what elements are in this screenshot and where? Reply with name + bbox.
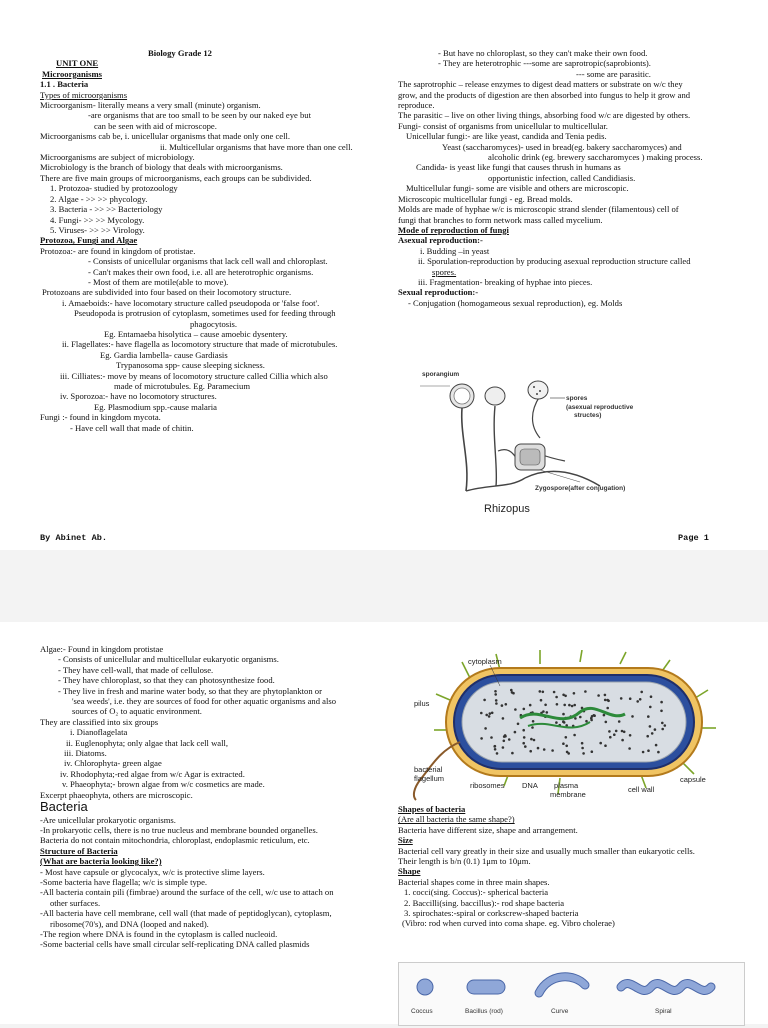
text-line: iii. Cilliates:- move by means of locomotory structure called Cillia which also bbox=[60, 370, 328, 381]
spores-label: spores bbox=[566, 395, 588, 402]
ribosome-dot bbox=[542, 691, 545, 694]
text-line: Protozoans are subdivided into four based on their locomotory structure. bbox=[42, 287, 292, 298]
ribosome-dot bbox=[551, 749, 554, 752]
ribosome-dot bbox=[640, 691, 643, 694]
text-line: reproduce. bbox=[398, 100, 435, 111]
ribosome-dot bbox=[543, 748, 546, 751]
text-line: Algae:- Found in kingdom protistae bbox=[40, 644, 164, 654]
ribosome-dot bbox=[605, 721, 608, 724]
capsule-label: capsule bbox=[680, 775, 706, 784]
ribosome-dot bbox=[579, 716, 582, 719]
text-line: Eg. Entamaeba hisolytica – cause amoebic dysentery. bbox=[104, 328, 288, 339]
text-line: - Have cell wall that made of chitin. bbox=[70, 422, 194, 433]
ribosome-dot bbox=[522, 742, 525, 745]
text-line: Molds are made of hyphae w/c is microscopic strand slender (filamentous) cell of bbox=[398, 204, 679, 215]
ribosome-dot bbox=[511, 691, 514, 694]
ribosome-dot bbox=[657, 751, 660, 754]
ribosome-dot bbox=[555, 696, 558, 699]
ribosome-dot bbox=[488, 715, 491, 718]
ribosome-dot bbox=[597, 694, 600, 697]
ribosome-dot bbox=[607, 700, 610, 703]
ribosome-dot bbox=[621, 730, 624, 733]
text-line: -Some bacteria have flagella; w/c is simple type. bbox=[40, 876, 208, 887]
ribosome-dot bbox=[649, 706, 652, 709]
ribosome-dot bbox=[585, 720, 588, 723]
zygospore-label: Zygospore(after conjugation) bbox=[535, 485, 626, 492]
text-line: Pseudopoda is protrusion of cytoplasm, sometimes used for feeding through bbox=[74, 308, 336, 319]
ribosome-dot bbox=[542, 710, 545, 713]
ribosome-dot bbox=[660, 701, 663, 704]
text-line: -All bacteria have cell membrane, cell wall (that made of peptidoglycan), cytoplasm, bbox=[40, 908, 332, 919]
pilus-label: pilus bbox=[414, 699, 430, 708]
ribosome-dot bbox=[562, 713, 565, 716]
ribosome-dot bbox=[646, 735, 649, 738]
ribosome-dot bbox=[494, 748, 497, 751]
ribosome-dot bbox=[553, 691, 556, 694]
ribosome-dot bbox=[496, 752, 499, 755]
text-line: - They have chloroplast, so that they can photosynthesize food. bbox=[58, 675, 275, 686]
ribosome-dot bbox=[532, 720, 535, 723]
text-line: Eg. Gardia lambella- cause Gardiasis bbox=[100, 349, 228, 360]
text-line: Microorganism- literally means a very small (minute) organism. bbox=[40, 100, 261, 111]
text-line: Bacteria have different size, shape and arrangement. bbox=[398, 824, 578, 835]
text-line: Bacterial cell vary greatly in their size and usually much smaller than eukaryotic cells. bbox=[398, 845, 695, 856]
ribosome-dot bbox=[562, 694, 565, 697]
text-line: i. Dianoflagelata bbox=[70, 727, 128, 738]
ribosome-dot bbox=[480, 737, 483, 740]
ribosome-dot bbox=[608, 730, 611, 733]
ribosome-dot bbox=[649, 725, 652, 728]
text-line: (What are bacteria looking like?) bbox=[40, 856, 162, 867]
ribosome-dot bbox=[484, 727, 487, 730]
text-line: -Some bacterial cells have small circular self-replicating DNA called plasmids bbox=[40, 939, 310, 950]
text-line: Protozoa, Fungi and Algae bbox=[40, 235, 138, 246]
ribosome-dot bbox=[531, 726, 534, 729]
ribosome-dot bbox=[546, 711, 549, 714]
text-line: iii. Fragmentation- breaking of hyphae into pieces. bbox=[418, 276, 593, 287]
text-line: There are five main groups of microorganisms, each groups can be subdivided. bbox=[40, 172, 312, 183]
ribosome-dot bbox=[609, 736, 612, 739]
ribosome-dot bbox=[629, 697, 632, 700]
ribosome-dot bbox=[504, 734, 507, 737]
ribosome-dot bbox=[584, 690, 587, 693]
shape-label-curve: Curve bbox=[551, 1008, 569, 1015]
text-line: - They have cell-wall, that made of cellulose. bbox=[58, 664, 214, 675]
ribosome-dot bbox=[613, 733, 616, 736]
ribosome-dot bbox=[647, 749, 650, 752]
text-line: ii. Sporulation-reproduction by producing asexual reproduction structure called bbox=[418, 256, 691, 267]
ribosome-dot bbox=[582, 752, 585, 755]
text-line: alcoholic drink (eg. brewery saccharomyces ) making process. bbox=[488, 152, 703, 163]
text-line: 5. Viruses- >> >> Virology. bbox=[50, 224, 145, 235]
text-line: Shapes of bacteria bbox=[398, 804, 466, 814]
text-line: - They are heterotrophic ---some are saprotropic(saprobionts). bbox=[438, 58, 651, 69]
ribosome-dot bbox=[503, 740, 506, 743]
text-line: 1. cocci(sing. Coccus):- spherical bacteria bbox=[404, 887, 549, 898]
ribosome-dot bbox=[604, 699, 607, 702]
text-line: opportunistic infection, called Candidiasis. bbox=[488, 172, 636, 183]
ribosome-dot bbox=[651, 732, 654, 735]
ribosome-dot bbox=[603, 714, 606, 717]
ribosome-dot bbox=[523, 736, 526, 739]
ribosome-dot bbox=[647, 715, 650, 718]
text-line: Microbiology is the branch of biology that deals with microorganisms. bbox=[40, 162, 283, 173]
text-line: fungi that branches to form network mass called mycelium. bbox=[398, 214, 603, 225]
ribosome-dot bbox=[491, 712, 494, 715]
text-line: can be seen with aid of microscope. bbox=[94, 120, 217, 131]
ribosome-dot bbox=[636, 700, 639, 703]
text-line: grow, and the products of digestion are then absorbed into fungus to help it grow and bbox=[398, 89, 691, 100]
ribosome-dot bbox=[489, 712, 492, 715]
text-line: phagocytosis. bbox=[190, 318, 238, 329]
ribosome-dot bbox=[650, 695, 653, 698]
text-line: made of microtubules. Eg. Paramecium bbox=[114, 381, 251, 391]
page2-right-column bbox=[398, 804, 743, 929]
ribosome-dot bbox=[495, 702, 498, 705]
ribosome-dot bbox=[618, 720, 621, 723]
ribosome-dot bbox=[655, 744, 658, 747]
text-line: 'sea weeds', i.e. they are sources of food for other aquatic organisms and also bbox=[72, 696, 337, 707]
ribosome-dot bbox=[581, 742, 584, 745]
ribosome-dot bbox=[615, 730, 618, 733]
ribosome-dot bbox=[590, 719, 593, 722]
ribosome-dot bbox=[593, 714, 596, 717]
plasma-membrane-label-2: membrane bbox=[550, 790, 586, 799]
text-line: Asexual reproduction:- bbox=[398, 235, 483, 246]
text-line: - Can't makes their own food, i.e. all are heterotrophic organisms. bbox=[88, 266, 314, 277]
ribosome-dot bbox=[567, 752, 570, 755]
ribosome-dot bbox=[563, 704, 566, 707]
ribosome-dot bbox=[591, 750, 594, 753]
ribosome-dot bbox=[568, 704, 571, 707]
ribosome-dot bbox=[501, 704, 504, 707]
text-line: 2. Baccilli(sing. baccillus):- rod shape bacteria bbox=[404, 897, 565, 908]
text-line: Yeast (saccharomyces)- used in bread(eg. bakery saccharomyces) and bbox=[442, 141, 682, 152]
text-line: Mode of reproduction of fungi bbox=[398, 224, 509, 235]
ribosome-dot bbox=[661, 728, 664, 731]
shape-label-bacillus: Bacillus (rod) bbox=[465, 1008, 503, 1015]
text-line: Biology Grade 12 bbox=[148, 48, 212, 58]
text-line: -In prokaryotic cells, there is no true nucleus and membrane bounded organelles. bbox=[40, 824, 318, 835]
text-line: Size bbox=[398, 835, 413, 846]
text-line: sources of O₂ to aquatic environment. bbox=[72, 706, 202, 717]
ribosome-dot bbox=[556, 703, 559, 706]
text-line: They are classified into six groups bbox=[40, 716, 159, 727]
text-line: Sexual reproduction:- bbox=[398, 287, 479, 298]
text-line: ii. Flagellates:- have flagella as locomotory structure that made of microtubules. bbox=[62, 339, 338, 350]
text-line: - Consists of unicellular organisms that lack cell wall and chloroplast. bbox=[88, 256, 328, 267]
ribosome-dot bbox=[661, 722, 664, 725]
text-line: 1.1 . Bacteria bbox=[40, 79, 89, 90]
text-line: i. Budding –in yeast bbox=[420, 245, 490, 256]
text-line: Shape bbox=[398, 866, 421, 877]
ribosome-dot bbox=[629, 734, 632, 737]
ribosome-dot bbox=[502, 746, 505, 749]
text-line: other surfaces. bbox=[50, 897, 101, 908]
ribosome-dot bbox=[494, 690, 497, 693]
ribosome-dot bbox=[606, 707, 609, 710]
text-line: i. Amaeboids:- have locomotary structure called pseudopoda or 'false foot'. bbox=[62, 297, 320, 308]
ribosome-dot bbox=[514, 731, 517, 734]
ribosome-dot bbox=[571, 705, 574, 708]
ribosome-dot bbox=[517, 723, 520, 726]
ribosome-dot bbox=[642, 751, 645, 754]
text-line: Microorganisms are subject of microbiology. bbox=[40, 152, 195, 163]
text-line: 2. Algae - >> >> phycology. bbox=[50, 193, 148, 204]
text-line: Bacteria do not contain mitochondria, chloroplast, endoplasmic reticulum, etc. bbox=[40, 835, 310, 846]
text-line: v. Phaeophyta;- brown algae from w/c cosmetics are made. bbox=[62, 779, 265, 790]
text-line: iv. Chlorophyta- green algae bbox=[64, 758, 162, 769]
text-line: 1. Protozoa- studied by protozoology bbox=[50, 183, 178, 194]
text-line: Microorganisms cab be, i. unicellular organisms that made only one cell. bbox=[40, 131, 291, 142]
text-line: - Most of them are motile(able to move). bbox=[88, 276, 229, 287]
ribosome-dot bbox=[510, 689, 513, 692]
text-line: Protozoa:- are found in kingdom of protistae. bbox=[40, 245, 196, 256]
page1-footer-author: By Abinet Ab. bbox=[40, 533, 108, 543]
bacteria-shapes-figure bbox=[398, 962, 745, 1026]
ribosome-dot bbox=[537, 747, 540, 750]
text-line: Fungi- consist of organisms from unicellular to multicellular. bbox=[398, 120, 608, 131]
page1-footer-page-number: Page 1 bbox=[678, 533, 709, 543]
text-line: iv. Sporozoa:- have no locomotory structures. bbox=[60, 391, 217, 402]
text-line: 3. spirochates:-spiral or corkscrew-shaped bacteria bbox=[404, 908, 579, 919]
text-line: The saprotrophic – release enzymes to digest dead matters or substrate on w/c they bbox=[398, 79, 683, 90]
ribosome-dot bbox=[523, 708, 526, 711]
ribosome-dot bbox=[599, 742, 602, 745]
text-line: (Are all bacteria the same shape?) bbox=[398, 814, 515, 825]
text-line: iv. Rhodophyta;-red algae from w/c Agar is extracted. bbox=[60, 768, 245, 779]
ribosome-dot bbox=[654, 728, 657, 731]
bacterial-cell-diagram bbox=[410, 650, 730, 802]
text-line: ii. Euglenophyta; only algae that lack cell wall, bbox=[66, 737, 229, 748]
ribosome-dot bbox=[631, 715, 634, 718]
ribosome-dot bbox=[562, 720, 565, 723]
text-line: -are organisms that are too small to be seen by our naked eye but bbox=[88, 110, 311, 121]
ribosome-dot bbox=[573, 734, 576, 737]
ribosomes-label: ribosomes bbox=[470, 781, 505, 790]
text-line: spores. bbox=[432, 266, 457, 277]
text-line: - Most have capsule or glycocalyx, w/c is protective slime layers. bbox=[40, 866, 265, 877]
text-line: -The region where DNA is found in the cytoplasm is called nucleoid. bbox=[40, 928, 278, 939]
text-line: Structure of Bacteria bbox=[40, 845, 118, 856]
text-line: 3. Bacteria - >> >> Bacteriology bbox=[50, 204, 163, 215]
text-line: (Vibro: rod when curved into coma shape. eg. Vibro cholerae) bbox=[402, 918, 615, 929]
ribosome-dot bbox=[620, 697, 623, 700]
ribosome-dot bbox=[555, 721, 558, 724]
cell-wall-label: cell wall bbox=[628, 785, 655, 794]
ribosome-dot bbox=[565, 745, 568, 748]
cytoplasm-label: cytoplasm bbox=[468, 657, 502, 666]
text-line: UNIT ONE bbox=[56, 58, 99, 69]
ribosome-dot bbox=[480, 712, 483, 715]
ribosome-dot bbox=[485, 714, 488, 717]
text-line: Fungi :- found in kingdom mycota. bbox=[40, 412, 161, 423]
text-line: Unicellular fungi:- are like yeast, candida and Tenia pedis. bbox=[406, 131, 607, 142]
text-line: Their length is b/n (0.1) 1μm to 10μm. bbox=[398, 856, 531, 867]
text-line: - Consists of unicellular and multicellular eukaryotic organisms. bbox=[58, 654, 279, 665]
plasma-membrane-label-1: plasma bbox=[554, 781, 579, 790]
flagellum-label-2: flagellum bbox=[414, 774, 445, 783]
text-line: - But have no chloroplast, so they can't make their own food. bbox=[438, 48, 648, 58]
ribosome-dot bbox=[565, 736, 568, 739]
text-line: Types of microorganisms bbox=[40, 89, 128, 100]
ribosome-dot bbox=[502, 717, 505, 720]
ribosome-dot bbox=[495, 699, 498, 702]
ribosome-dot bbox=[544, 704, 547, 707]
text-line: Candida- is yeast like fungi that causes thrush in humans as bbox=[416, 162, 621, 173]
ribosome-dot bbox=[493, 745, 496, 748]
ribosome-dot bbox=[494, 693, 497, 696]
ribosome-dot bbox=[604, 694, 607, 697]
shape-label-spiral: Spiral bbox=[655, 1008, 672, 1015]
ribosome-dot bbox=[529, 704, 532, 707]
document-page-2 bbox=[0, 622, 768, 1024]
text-line: 4. Fungi- >> >> Mycology. bbox=[50, 214, 145, 225]
spores-note-1: (asexual reproductive bbox=[566, 404, 634, 411]
ribosome-dot bbox=[628, 747, 631, 750]
ribosome-dot bbox=[508, 738, 511, 741]
ribosome-dot bbox=[529, 750, 532, 753]
text-line: Bacterial shapes come in three main shapes. bbox=[398, 876, 550, 887]
text-line: ii. Multicellular organisms that have more than one cell. bbox=[160, 141, 353, 152]
rhizopus-diagram bbox=[400, 366, 740, 516]
text-line: --- some are parasitic. bbox=[576, 68, 651, 79]
flagellum-label-1: bacterial bbox=[414, 765, 443, 774]
ribosome-dot bbox=[540, 699, 543, 702]
bacteria-heading: Bacteria bbox=[40, 799, 88, 815]
ribosome-dot bbox=[514, 708, 517, 711]
text-line: The parasitic – live on other living things, absorbing food w/c are digested by others. bbox=[398, 110, 691, 121]
dna-label: DNA bbox=[522, 781, 538, 790]
ribosome-dot bbox=[505, 703, 508, 706]
ribosome-dot bbox=[539, 690, 542, 693]
text-line: Excerpt phaeophyta, others are microscopic. bbox=[40, 789, 193, 800]
shape-label-coccus: Coccus bbox=[411, 1008, 433, 1015]
ribosome-dot bbox=[483, 699, 486, 702]
text-line: - Conjugation (homogameous sexual reproduction), eg. Molds bbox=[408, 297, 623, 308]
ribosome-dot bbox=[660, 710, 663, 713]
ribosome-dot bbox=[639, 698, 642, 701]
text-line: Multicellular fungi- some are visible and others are microscopic. bbox=[406, 183, 629, 194]
text-line: iii. Diatoms. bbox=[64, 748, 107, 759]
ribosome-dot bbox=[573, 692, 576, 695]
ribosome-dot bbox=[664, 724, 667, 727]
ribosome-dot bbox=[524, 745, 527, 748]
rhizopus-caption: Rhizopus bbox=[484, 503, 530, 515]
ribosome-dot bbox=[533, 739, 536, 742]
text-line: ribosome(70's), and DNA (looped and naked). bbox=[50, 918, 209, 929]
ribosome-dot bbox=[530, 738, 533, 741]
page2-left-column bbox=[40, 644, 395, 950]
text-line: Trypanosoma spp- cause sleeping sickness. bbox=[116, 360, 265, 371]
ribosome-dot bbox=[511, 752, 514, 755]
text-line: Microscopic multicellular fungi - eg. Bread molds. bbox=[398, 193, 573, 204]
ribosome-dot bbox=[621, 739, 624, 742]
sporangium-label: sporangium bbox=[422, 371, 460, 378]
ribosome-dot bbox=[562, 742, 565, 745]
text-line: Microorganisms bbox=[42, 68, 102, 79]
ribosome-dot bbox=[604, 744, 607, 747]
text-line: Eg. Plasmodium spp.-cause malaria bbox=[94, 401, 217, 412]
page1-left-column bbox=[40, 48, 390, 433]
text-line: - They live in fresh and marine water body, so that they are phytoplankton or bbox=[58, 685, 322, 696]
spores-note-2: structes) bbox=[574, 412, 602, 419]
ribosome-dot bbox=[581, 747, 584, 750]
ribosome-dot bbox=[573, 704, 576, 707]
page1-right-column bbox=[398, 48, 743, 308]
text-line: -Are unicellular prokaryotic organisms. bbox=[40, 814, 176, 825]
ribosome-dot bbox=[490, 736, 493, 739]
text-line: -All bacteria contain pili (fimbrae) around the surface of the cell, w/c use to attach on bbox=[40, 887, 334, 898]
ribosome-dot bbox=[522, 729, 525, 732]
